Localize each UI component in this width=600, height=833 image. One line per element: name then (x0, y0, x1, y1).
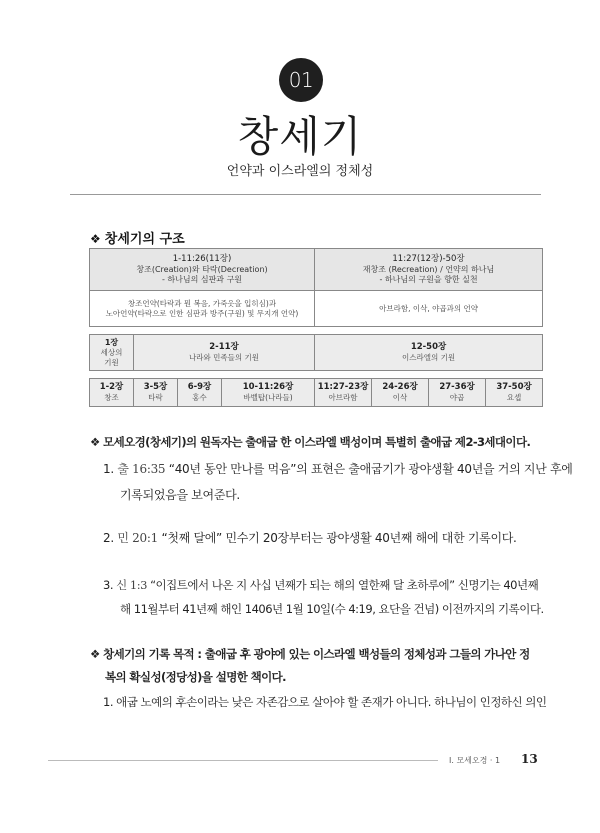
title-divider (70, 194, 541, 195)
list-item: 1. 출 16:35 “40년 동안 만나를 먹음”의 표현은 출애굽기가 광야생활 40년을 거의 지난 후에 (103, 462, 573, 476)
diamond-bullet-icon: ❖ (90, 435, 100, 449)
list-item-continuation: 해 11월부터 41년째 해인 1406년 1월 10일(수 4:19, 요단을 건넘) 이전까지의 기록이다. (120, 602, 544, 616)
author-heading: ❖ 모세오경(창세기)의 원독자는 출애굽 한 이스라엘 백성이며 특별히 출애굽 제2-3세대이다. (90, 435, 531, 449)
structure-cell-section: 24-26장 이삭 (372, 379, 429, 407)
structure-cell-primeval: 1-11:26(11장) 창조(Creation)와 타락(Decreation) - 하나님의 심판과 구원 (90, 249, 315, 291)
book-title: 창세기 (237, 112, 363, 161)
structure-cell-section: 6-9장 홍수 (178, 379, 222, 407)
list-item-continuation: 기록되었음을 보여준다. (120, 488, 240, 502)
structure-cell-origin-world: 1장 세상의 기원 (90, 335, 134, 371)
scripture-reference: 출 16:35 (117, 462, 166, 476)
structure-cell-section: 10-11:26장 바벨탑(나라들) (222, 379, 315, 407)
structure-cell-section: 11:27-23장 아브라함 (315, 379, 372, 407)
page-number: 13 (521, 752, 538, 766)
structure-heading: ❖ 창세기의 구조 (90, 232, 185, 247)
list-item: 2. 민 20:1 “첫째 달에” 민수기 20장부터는 광야생활 40년째 해에 대한 기록이다. (103, 531, 517, 545)
scripture-reference: 민 20:1 (117, 531, 158, 545)
structure-cell-patriarchal: 11:27(12장)-50장 재창조 (Recreation) / 언약의 하나님 - 하나님의 구원을 향한 실천 (315, 249, 543, 291)
structure-cell-section: 1-2장 창조 (90, 379, 134, 407)
book-subtitle: 언약과 이스라엘의 정체성 (226, 164, 374, 179)
footer-section-label: Ⅰ. 모세오경 · 1 (449, 756, 501, 765)
table-row (90, 249, 543, 291)
scripture-reference: 신 1:3 (116, 578, 147, 592)
list-item: 3. 신 1:3 “이집트에서 나온 지 사십 년째가 되는 해의 열한째 달 초하루에” 신명기는 40년째 (103, 578, 539, 592)
purpose-heading-continuation: 복의 확실성(정당성)을 설명한 책이다. (105, 670, 286, 684)
chapter-number-badge: 01 (279, 58, 323, 102)
table-row (90, 291, 543, 327)
table-row (90, 379, 543, 407)
table-row (90, 335, 543, 371)
structure-cell-covenant-left: 창조언약(타락과 뭔 복음, 가죽옷을 입히심)과 노아언약(타락으로 인한 심판과 방주(구원) 및 무지개 언약) (90, 291, 315, 327)
structure-cell-origin-nations: 2-11장 나라와 민족들의 기원 (134, 335, 315, 371)
structure-cell-section: 27-36장 야곱 (429, 379, 486, 407)
diamond-bullet-icon: ❖ (90, 647, 100, 661)
structure-cell-covenant-right: 아브라함, 이삭, 야곱과의 언약 (315, 291, 543, 327)
list-item: 1. 애굽 노예의 후손이라는 낮은 자존감으로 살아야 할 존재가 아니다. 하나님이 인정하신 의인 (103, 695, 547, 709)
structure-cell-section: 37-50장 요셉 (486, 379, 543, 407)
structure-cell-section: 3-5장 타락 (134, 379, 178, 407)
purpose-heading: ❖ 창세기의 기록 목적 : 출애굽 후 광야에 있는 이스라엘 백성들의 정체성과 그들의 가나안 정 (90, 647, 530, 661)
structure-cell-origin-israel: 12-50장 이스라엘의 기원 (315, 335, 543, 371)
structure-table (89, 248, 543, 407)
footer-divider (48, 760, 438, 761)
diamond-bullet-icon: ❖ (90, 232, 101, 246)
